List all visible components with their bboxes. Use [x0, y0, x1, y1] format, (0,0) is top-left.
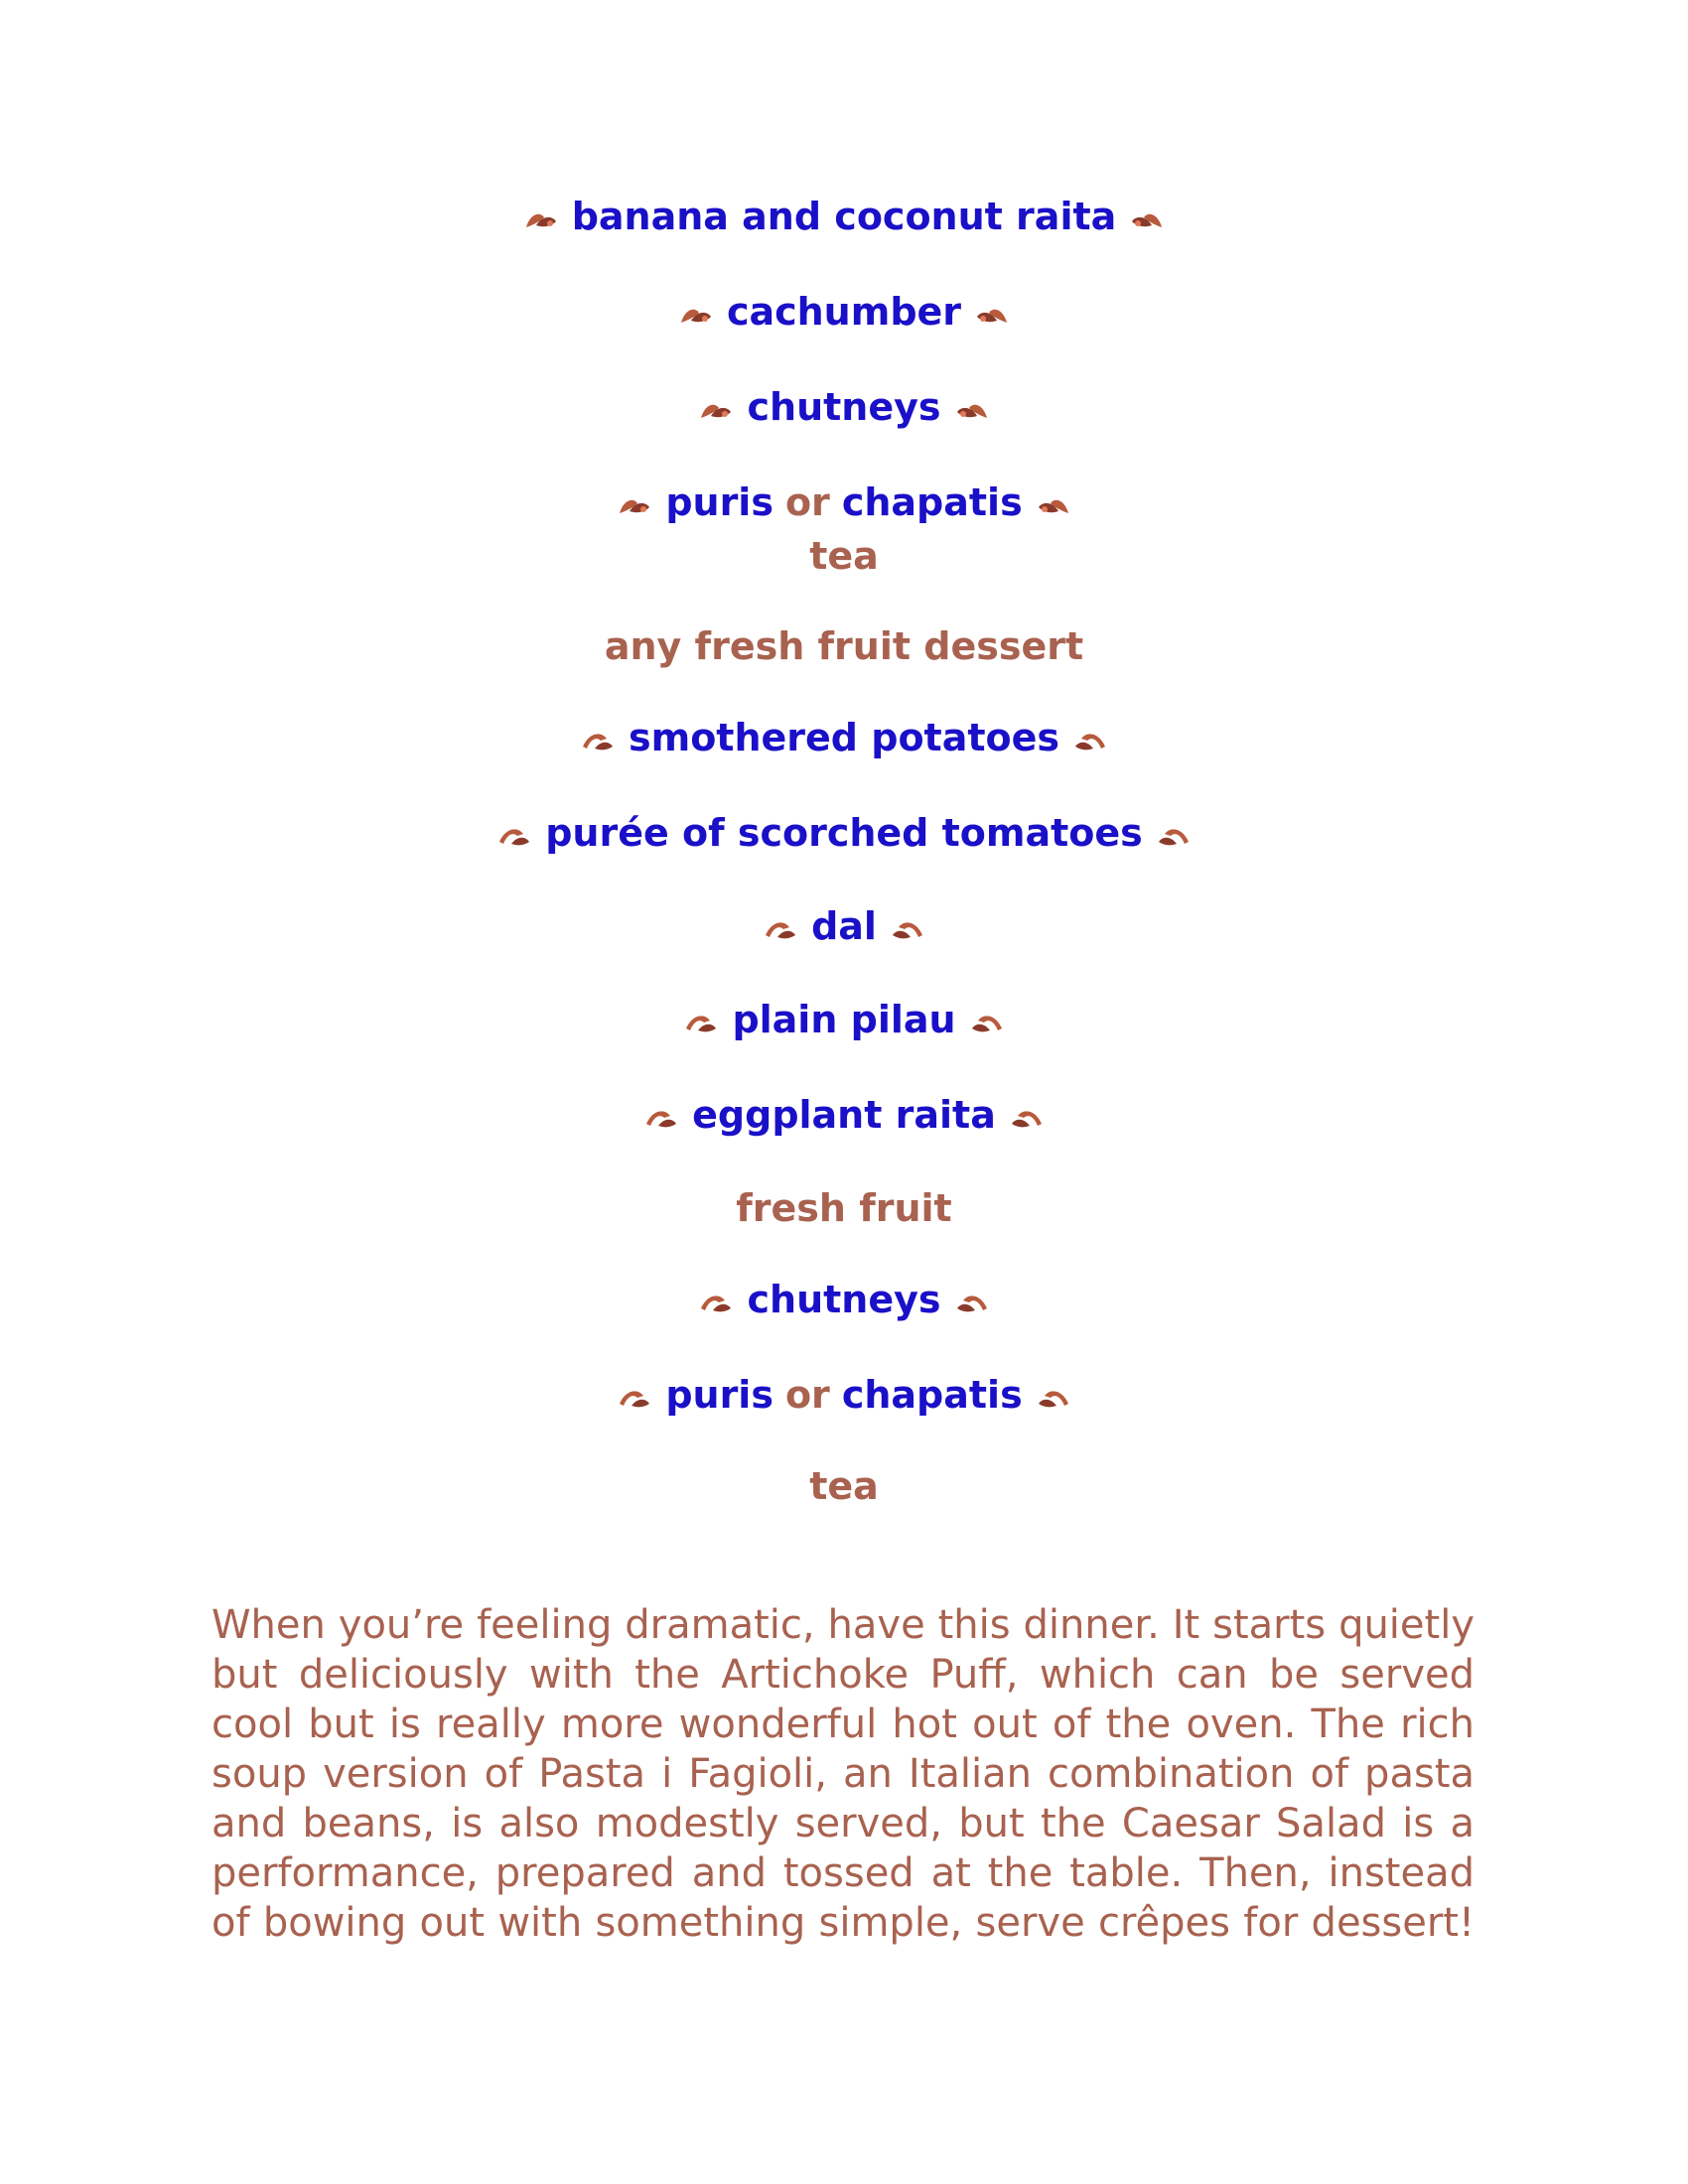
menu-item-fresh-fruit	[0, 1185, 1688, 1231]
menu-item-label: tea	[809, 1464, 879, 1508]
menu-item-dal	[0, 903, 1688, 949]
leaf-sprig-icon	[697, 396, 735, 424]
menu-item-puris-or-chapatis-2	[0, 1372, 1688, 1418]
menu-item-fresh-fruit-dessert	[0, 623, 1688, 669]
pepper-sprig-icon	[697, 1289, 735, 1316]
menu-item-label: plain pilau	[732, 998, 956, 1041]
menu-item-label-left: puris	[665, 480, 774, 524]
menu-item-label: any fresh fruit dessert	[604, 624, 1084, 668]
leaf-sprig-icon	[522, 205, 560, 233]
pepper-sprig-icon	[1035, 1384, 1072, 1412]
leaf-sprig-icon	[677, 301, 715, 329]
menu-item-conjunction: or	[784, 480, 830, 524]
pepper-sprig-icon	[968, 1009, 1006, 1036]
leaf-sprig-icon	[973, 301, 1011, 329]
menu-item-puris-or-chapatis	[0, 479, 1688, 525]
menu-item-tea-2	[0, 1463, 1688, 1509]
menu-item-label: chutneys	[747, 1278, 941, 1321]
menu-item-cachumber	[0, 289, 1688, 335]
menu-item-label: dal	[811, 904, 877, 948]
pepper-sprig-icon	[762, 915, 799, 943]
menu-item-conjunction: or	[784, 1373, 830, 1417]
pepper-sprig-icon	[889, 915, 926, 943]
menu-item-label: smothered potatoes	[628, 716, 1060, 759]
menu-item-tea	[0, 533, 1688, 579]
menu-item-label: fresh fruit	[736, 1186, 952, 1230]
menu-item-chutneys	[0, 384, 1688, 430]
pepper-sprig-icon	[1155, 822, 1193, 850]
menu-item-banana-raita	[0, 194, 1688, 239]
leaf-sprig-icon	[1128, 205, 1166, 233]
pepper-sprig-icon	[1071, 727, 1109, 754]
menu-item-label-left: puris	[665, 1373, 774, 1417]
menu-item-label: tea	[809, 534, 879, 578]
menu-item-label: cachumber	[726, 290, 962, 334]
menu-item-plain-pilau	[0, 997, 1688, 1042]
menu-item-label-right: chapatis	[841, 1373, 1023, 1417]
pepper-sprig-icon	[682, 1009, 720, 1036]
menu-item-label: chutneys	[747, 385, 941, 429]
intro-paragraph: When you’re feeling dramatic, have this dinner. It starts quietly but deliciously with the Artichoke Puff, which can be served cool but is really more wonderful hot out of the oven. The rich soup version of Pasta i Fagioli, an Italian combination of pasta and beans, is also modestly served, but the Caesar Salad is a performance, prepared and tossed at the table. Then, instead of bowing out with something simple, serve crêpes for dessert!	[211, 1602, 1475, 1946]
leaf-sprig-icon	[616, 491, 653, 519]
menu-item-label: eggplant raita	[692, 1093, 996, 1137]
menu-item-label: purée of scorched tomatoes	[545, 811, 1143, 855]
menu-list	[0, 194, 1688, 1509]
menu-item-chutneys-2	[0, 1277, 1688, 1322]
menu-item-smothered-potatoes	[0, 715, 1688, 760]
menu-item-eggplant-raita	[0, 1092, 1688, 1138]
menu-item-label-right: chapatis	[841, 480, 1023, 524]
pepper-sprig-icon	[616, 1384, 653, 1412]
pepper-sprig-icon	[495, 822, 533, 850]
menu-item-label: banana and coconut raita	[571, 195, 1117, 238]
pepper-sprig-icon	[579, 727, 617, 754]
leaf-sprig-icon	[953, 396, 991, 424]
pepper-sprig-icon	[953, 1289, 991, 1316]
pepper-sprig-icon	[642, 1104, 680, 1132]
menu-item-puree-tomatoes	[0, 810, 1688, 856]
leaf-sprig-icon	[1035, 491, 1072, 519]
pepper-sprig-icon	[1008, 1104, 1046, 1132]
